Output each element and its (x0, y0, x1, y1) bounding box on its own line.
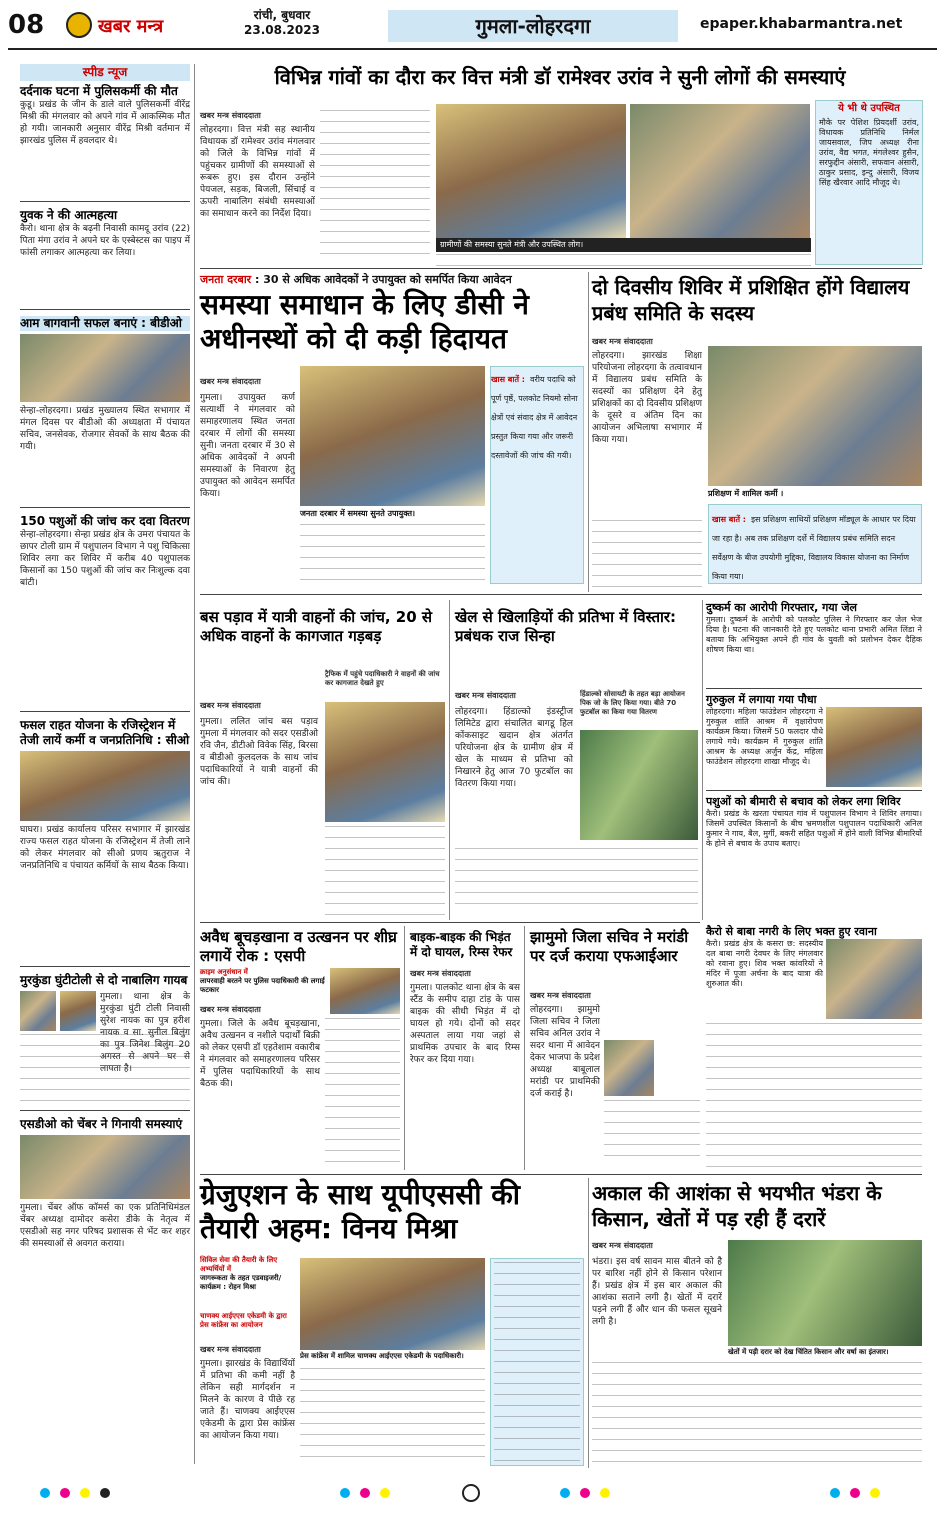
right-column-stories (706, 600, 922, 920)
lead-photo-caption: ग्रामीणों की समस्या सुनते मंत्री और उपस्थित लोग। (436, 238, 811, 252)
training-headline: दो दिवसीय शिविर में प्रशिक्षित होंगे विद्यालय प्रबंध समिति के सदस्य (592, 275, 910, 325)
sports-caption: हिंडाल्को सोसायटी के तहत बड़ा आयोजन पिक जो के लिए किया गया। बीते 70 फुटबॉल का किया गया वितरण (580, 690, 685, 716)
lead-byline: खबर मन्त्र संवाददाता (200, 111, 261, 120)
drought-photo (728, 1240, 922, 1346)
attendees-text: मौके पर पेशिश प्रियदर्शी उरांव, विधायक प्रतिनिधि निर्मल जायसवाल, जिप अध्यक्ष रीना उरांव, वैद्य भगत, मंगलेश्वर हुसैन, सरफुद्दीन अंसारी, सफवान अंसारी, ठाकुर प्रसाद, इन्दु अंसारी, विजय सिंह खैरवार आदि मौजूद थे। (819, 118, 919, 187)
baba-headline: कैरो से बाबा नगरी के लिए भक्त हुए रवाना (706, 925, 877, 938)
training-photo (708, 346, 922, 486)
masthead (8, 6, 937, 50)
drought-byline: खबर मन्त्र संवाददाता (592, 1241, 653, 1250)
slaughter-photo (330, 968, 400, 1014)
janta-text: गुमला। उपायुक्त कर्ण सत्यार्थी ने मंगलवार को समाहरणालय स्थित जनता दरबार में लोगों की समस्या सुनी। जनता दरबार में 30 से अधिक आवेदकों ने अपनी समस्याओं के निवारण हेतु उपायुक्त को आवेदन समर्पित किया। (200, 393, 295, 499)
slaughter-headline: अवैध बूचड़खाना व उत्खनन पर शीघ्र लगायें रोक : एसपी (200, 928, 397, 965)
lead-photo (630, 104, 810, 238)
missing-child-photo (60, 991, 96, 1031)
training-byline: खबर मन्त्र संवाददाता (592, 337, 653, 346)
chamber-meeting-photo (20, 1135, 190, 1199)
sidebar-item: दर्दनाक घटना में पुलिसकर्मी की मौत कुडू। प्रखंड के जीन के डाले वाले पुलिसकर्मी वीरेंद्र मिश्री की मंगलवार को अपने गांव में आकस्मिक मौत हो गयी। जानकारी अनुसार वीरेंद्र मिश्री वर्तमान में झारखंड पुलिस में हवलदार थे। (20, 84, 190, 146)
janta-note: खास बातें : वरीय पदाधि को पूर्ण पृष्ठें, पलकोट नियमो सोना क्षेत्रों एवं संवाद क्षेत्र में आवेदन प्रस्तुत किया गया और जरूरी दस्तावेजों की जांच की गयी। (490, 366, 584, 584)
drought-text: भंडरा। इस वर्ष सावन मास बीतने को है पर बारिश नहीं होने से किसान परेशान हैं। प्रखंड क्षेत्र में इस बार अकाल की आशंका सताने लगी है। खेतों में दरारें पड़ने लगी हैं और धान की फसल सूखने लगी है। (592, 1257, 722, 1327)
sports-text: लोहरदगा। हिंडाल्को इंडस्ट्रीज लिमिटेड द्वारा संचालित बागडू हिल कोंकसाइट खदान क्षेत्र अंतर्गत परियोजना क्षेत्र के ग्रामीण क्षेत्र में खेल के माध्यम से प्रतिभा को निखारने हेतु आज 70 फुटबॉल का वितरण किया गया। (455, 707, 573, 789)
baba-text: कैरो। प्रखंड क्षेत्र के कसरा छ: सदस्यीय दल बाबा नगरी देवघर के लिए मंगलवार को रवाना हुए। शिव भक्त कांवरियों ने मंदिर में पूजा अर्चना के बाद यात्रा की शुरुआत की। (706, 939, 823, 988)
janta-caption: जनता दरबार में समस्या सुनते उपायुक्त। (300, 509, 416, 518)
pashu-text: कैरो। प्रखंड के खरता पंचायत गांव में पशुपालन विभाग ने शिविर लगाया। जिसमें उपस्थित किसानों के बीच भ्रमणशील पशुपालन पदाधिकारी अनिल कुमार ने गाय, बैल, मुर्गी, बकरी सहित पशुओं में होने वाली विभिन्न बीमारियों के होने से बचाव के उपाय बताए। (706, 809, 922, 848)
arrest-headline: दुष्कर्म का आरोपी गिरफ्तार, गया जेल (706, 601, 857, 614)
gurukul-photo (826, 707, 922, 787)
registration-mark-icon (462, 1484, 480, 1502)
gurukul-text: लोहरदगा। महिला फाउंडेशन लोहरदगा ने गुरुकुल शांति आश्रम में वृक्षारोपण कार्यक्रम किया। जिसमें 50 फलदार पौधे लगाये गये। कार्यक्रम में गुरुकुल शांति आश्रम के अध्यक्ष अर्जुन केंद्र, महिला फाउंडेशन लोहरदगा शाखा मौजूद थे। (706, 707, 823, 766)
slaughter-kicker: क्राइम अनुसंधान में लापरवाही बरतने पर पुलिस पदाधिकारी की लगाई फटकार (200, 968, 325, 994)
missing-child-photo (20, 991, 56, 1031)
dateline (244, 8, 320, 38)
upsc-headline: ग्रेजुएशन के साथ यूपीएससी की तैयारी अहम: विनय मिश्रा (200, 1178, 520, 1245)
attendees-title: ये भी थे उपस्थित (838, 103, 900, 114)
janta-byline: खबर मन्त्र संवाददाता (200, 377, 261, 386)
sidebar-item: मुरकुंडा घुंटीटोली से दो नाबालिग गायब गुमला। थाना क्षेत्र के मुरकुंडा घुंटी टोली निवासी सुरेश नायक का पुत्र हरीश नायक व सा. सुनील बिलुंग का पुत्र जिनेश बिलुंग 20 अगस्त से अपने घर से लापता है। (20, 973, 190, 1104)
upsc-caption: प्रेस कांफ्रेंस में शामिल चाणक्य आईएएस एकेडमी के पदाधिकारी। (300, 1352, 464, 1360)
sidebar-item: एसडीओ को चेंबर ने गिनायी समस्याएं गुमला। चेंबर ऑफ कॉमर्स का एक प्रतिनिधिमंडल चेंबर अध्यक्ष दामोदर कसेरा डीके के नेतृत्व में एसडीओ सह नगर परिषद प्रशासक से भेंट कर शहर की समस्याओं से अवगत कराया। (20, 1117, 190, 1249)
bus-caption: ट्रैफिक में पहुंचे पदाधिकारी ने वाहनों की जांच कर कागजात देखते हुए (325, 670, 440, 687)
jmm-byline: खबर मन्त्र संवाददाता (530, 991, 591, 1000)
drought-headline: अकाल की आशंका से भयभीत भंडरा के किसान, खेतों में पड़ रही हैं दरारें (592, 1181, 882, 1231)
bus-byline: खबर मन्त्र संवाददाता (200, 701, 261, 710)
bus-text: गुमला। ललित जांच बस पड़ाव गुमला में मंगलवार को सदर एसडीओ रवि जैन, डीटीओ विवेक सिंह, बिरसा व बीडीओ कुलदलक के साथ जांच पदाधिकारियों ने यात्री वाहनों की जांच की। (200, 717, 318, 787)
slaughter-text: गुमला। जिले के अवैध बूचड़खाना, अवैध उत्खनन व नशीले पदार्थों बिक्री को लेकर एसपी डॉ एहतेशाम वकारीब ने मंगलवार को समाहरणालय परिसर में पुलिस पदाधिकारियों के साथ बैठक की। (200, 1019, 321, 1089)
sidebar-header: स्पीड न्यूज (20, 64, 190, 81)
jmm-portrait (604, 1040, 654, 1096)
upsc-photo (300, 1258, 485, 1350)
co-meeting-photo (20, 751, 190, 821)
sidebar-item: 150 पशुओं की जांच कर दवा वितरण सेन्हा-लोहरदगा। सेन्हा प्रखंड क्षेत्र के उमरा पंचायत के छापर टोली ग्राम में पशुपालन विभाग ने पशु चिकित्सा शिविर लगा कर शिविर में करीब 40 पशुपालक किसानों का 150 पशुओं की जांच कर निःशुल्क दवा बांटी। (20, 514, 190, 588)
bus-photo (325, 702, 445, 822)
jmm-headline: झामुमो जिला सचिव ने मरांडी पर दर्ज कराया एफआईआर (530, 928, 689, 965)
footer-color-bar (0, 1478, 945, 1508)
date: 23.08.2023 (244, 23, 320, 37)
lead-headline: विभिन्न गांवों का दौरा कर वित्त मंत्री डॉ रामेश्वर उरांव ने सुनी लोगों की समस्याएं (274, 65, 846, 89)
training-note: खास बातें : इस प्रशिक्षण साथियों प्रशिक्षण मॉड्यूल के आधार पर दिया जा रहा है। अब तक प्रशिक्षण दर्शे में विद्यालय प्रबंध समिति सदन सर्वेक्षण के बीज उपयोगी मुद्दिका, विद्यालय विकास योजना का निर्माण किया गया। (708, 504, 922, 584)
page-number: 08 (8, 10, 45, 40)
brand-name: खबर मन्त्र (98, 16, 164, 37)
sports-photo (580, 730, 698, 840)
baba-nagri-story (706, 924, 922, 1194)
pashu-headline: पशुओं को बीमारी से बचाव को लेकर लगा शिविर (706, 795, 901, 808)
lead-text: लोहरदगा। वित्त मंत्री सह स्थानीय विधायक डॉ रामेश्वर उरांव मंगलवार को जिले के विभिन्न गांवों में पहुंचकर ग्रामीणों की समस्याओं से रूबरू हुए। इस दौरान उन्होंने पेयजल, सड़क, बिजली, सिंचाई व ऊपरी नाबालिग संबंधी समस्याओं का समाधान करने का निर्देश दिया। (200, 125, 315, 219)
baba-photo (826, 939, 922, 1019)
attendees-box (815, 100, 923, 265)
janta-photo (300, 366, 485, 506)
jmm-text: लोहरदगा। झामुमो जिला सचिव ने जिला सचिव अनिल उरांव ने सदर थाना में आवेदन देकर भाजपा के प्रदेश अध्यक्ष बाबूलाल मरांडी पर प्राथमिकी दर्ज कराई है। (530, 1005, 600, 1099)
section-title: गुमला-लोहरदगा (388, 10, 678, 42)
bus-headline: बस पड़ाव में यात्री वाहनों की जांच, 20 से अधिक वाहनों के कागजात गड़बड़ (200, 608, 433, 645)
sidebar-item: युवक ने की आत्महत्या कैरो। थाना क्षेत्र के बढ़नी निवासी कामदू उरांव (22) पिता मंगा उरांव ने अपने घर के एस्बेस्टस का पाइप में फांसी लगाकर आत्महत्या कर लिया। (20, 208, 190, 258)
drought-caption: खेतों में पड़ी दरार को देख चिंतित किसान और वर्षा का इंतजार। (728, 1348, 889, 1356)
janta-headline: समस्या समाधान के लिए डीसी ने अधीनस्थों को दी कड़ी हिदायत (200, 288, 529, 355)
bike-byline: खबर मन्त्र संवाददाता (410, 969, 471, 978)
training-text: लोहरदगा। झारखंड शिक्षा परियोजना लोहरदगा के तत्वावधान में विद्यालय प्रबंध समिति के सदस्यों का प्रशिक्षण देने हेतु प्रशिक्षकों का दो दिवसीय प्रशिक्षण के दूसरे व अंतिम दिन का आयोजन अभिलाषा सभागार में किया गया। (592, 351, 702, 445)
sidebar-item: आम बागवानी सफल बनाएं : बीडीओ सेन्हा-लोहरदगा। प्रखंड मुख्यालय स्थित सभागार में मंगल दिवस पर बीडीओ की अध्यक्षता में पंचायत सचिव, जनसेवक, रोजगार सेवकों के साथ बैठक की गयी। (20, 316, 190, 452)
lead-photo (436, 104, 626, 238)
bdo-meeting-photo (20, 334, 190, 402)
brand-logo-icon (66, 12, 92, 38)
gurukul-headline: गुरुकुल में लगाया गया पौधा (706, 693, 817, 706)
upsc-note (490, 1258, 584, 1466)
bike-headline: बाइक-बाइक की भिड़ंत में दो घायल, रिम्स रेफर (410, 930, 513, 959)
sports-byline: खबर मन्त्र संवाददाता (455, 691, 516, 700)
upsc-kicker-2: चाणक्य आईएएस एकेडमी के द्वारा प्रेस कांफ्रेंस का आयोजन (200, 1312, 287, 1329)
arrest-text: गुमला। दुष्कर्म के आरोपी को पलकोट पुलिस ने गिरफ्तार कर जेल भेज दिया है। घटना की जानकारी देते हुए पलकोट थाना प्रभारी अमित लिंडा ने बताया कि अभियुक्त अपने ही गांव के युवती को प्रलोभन देकर दैहिक शोषण किया था। (706, 615, 922, 654)
website-link[interactable]: epaper.khabarmantra.net (700, 16, 903, 32)
janta-kicker: जनता दरबार : 30 से अधिक आवेदकों ने उपायुक्त को समर्पित किया आवेदन (200, 273, 512, 286)
training-caption: प्रशिक्षण में शामिल कर्मी । (708, 489, 784, 498)
bike-text: गुमला। पालकोट थाना क्षेत्र के बस स्टैंड के समीप दाहा टांड़ के पास बाइक की सीधी भिड़ंत में दो घायल हो गये। दोनों को सदर अस्पताल लाया गया जहां से प्राथमिक उपचार के बाद रिम्स रेफर कर दिया गया। (410, 983, 520, 1065)
sports-headline: खेल से खिलाड़ियों की प्रतिभा में विस्तार: प्रबंधक राज सिन्हा (455, 608, 677, 645)
slaughter-byline: खबर मन्त्र संवाददाता (200, 1005, 261, 1014)
upsc-text: गुमला। झारखंड के विद्यार्थियों में प्रतिभा की कमी नहीं है लेकिन सही मार्गदर्शन न मिलने के कारण वे पीछे रह जाते हैं। चाणक्य आईएएस एकेडमी के द्वारा प्रेस कांफ्रेंस का आयोजन किया गया। (200, 1359, 295, 1441)
city-day: रांची, बुधवार (253, 8, 311, 22)
sidebar-item: फसल राहत योजना के रजिस्ट्रेशन में तेजी लायें कर्मी व जनप्रतिनिधि : सीओ घाघरा। प्रखंड कार्यालय परिसर सभागार में झारखंड राज्य फसल राहत योजना के रजिस्ट्रेशन में तेजी लाने को लेकर मंगलवार को सीओ प्रणय ऋतुराज ने जनप्रतिनिधि व पंचायत कर्मियों के साथ बैठक किया। (20, 718, 190, 871)
sidebar (20, 64, 190, 1464)
upsc-kicker: सिविल सेवा की तैयारी के लिए अभ्यर्थियों में जागरूकता के तहत एडवाइजरी/कार्यक्रम : रोहन मिश्रा (200, 1256, 282, 1291)
upsc-byline: खबर मन्त्र संवाददाता (200, 1345, 261, 1354)
